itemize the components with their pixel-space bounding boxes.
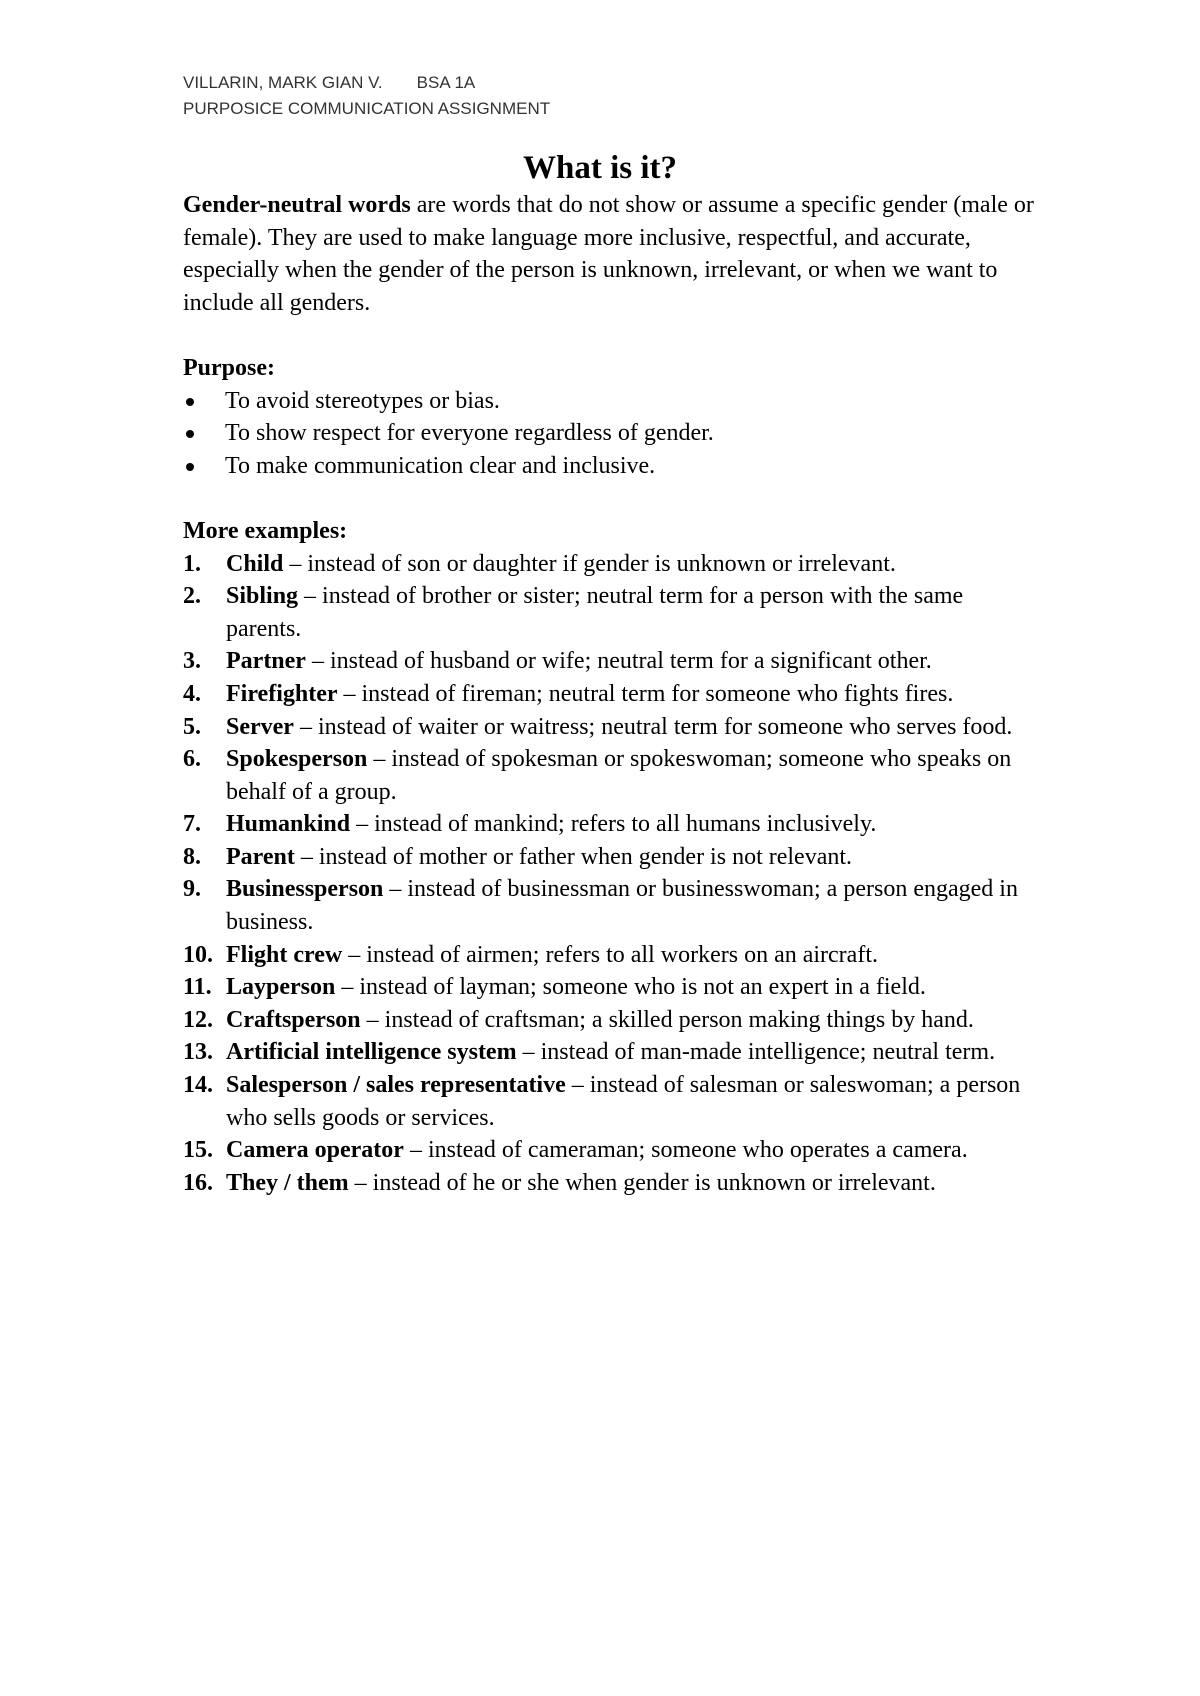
purpose-item-text: To make communication clear and inclusive. bbox=[225, 452, 656, 479]
page-title: What is it? bbox=[522, 150, 677, 186]
example-item bbox=[183, 548, 1043, 581]
example-description: – instead of fireman; neutral term for someone who fights fires. bbox=[337, 680, 954, 707]
example-item bbox=[183, 873, 1043, 938]
example-number: 8. bbox=[183, 843, 201, 870]
example-item bbox=[183, 580, 1043, 645]
example-description: – instead of brother or sister; neutral term for a person with the same parents. bbox=[226, 583, 964, 642]
example-number: 3. bbox=[183, 648, 201, 675]
example-term: Artificial intelligence system bbox=[226, 1039, 517, 1066]
example-item bbox=[183, 1134, 1043, 1167]
example-description: – instead of cameraman; someone who operates a camera. bbox=[403, 1137, 968, 1164]
example-term: Craftsperson bbox=[226, 1006, 361, 1033]
example-term: Salesperson / sales representative bbox=[226, 1072, 566, 1099]
intro-text: are words that do not show or assume a specific gender (male or female). They are used to make language more inclusive, respectful, and accurate, especially when the gender of the person is unknown, irrelevant, or when we want to include all genders. bbox=[183, 192, 1034, 316]
purpose-item bbox=[183, 450, 1043, 483]
example-term: Humankind bbox=[226, 811, 351, 838]
student-section: BSA 1A bbox=[416, 73, 476, 92]
example-number: 16. bbox=[183, 1169, 213, 1196]
bullet-icon bbox=[186, 463, 194, 471]
example-description: – instead of craftsman; a skilled person making things by hand. bbox=[360, 1006, 974, 1033]
example-description: – instead of layman; someone who is not an expert in a field. bbox=[335, 974, 926, 1001]
assignment-title: PURPOSICE COMMUNICATION ASSIGNMENT bbox=[183, 99, 551, 118]
example-description: – instead of mother or father when gender is not relevant. bbox=[294, 843, 853, 870]
example-item bbox=[183, 841, 1043, 874]
example-number: 9. bbox=[183, 876, 201, 903]
example-description: – instead of airmen; refers to all workers on an aircraft. bbox=[342, 941, 878, 968]
bullet-icon bbox=[186, 398, 194, 406]
document-header bbox=[183, 70, 550, 122]
purpose-item bbox=[183, 417, 1043, 450]
example-item bbox=[183, 1004, 1043, 1037]
example-item bbox=[183, 971, 1043, 1004]
intro-term: Gender-neutral words bbox=[183, 192, 411, 218]
example-number: 13. bbox=[183, 1039, 213, 1066]
purpose-list bbox=[183, 385, 1043, 483]
example-item bbox=[183, 1069, 1043, 1134]
intro-paragraph bbox=[183, 189, 1043, 319]
example-item bbox=[183, 808, 1043, 841]
example-item bbox=[183, 939, 1043, 972]
example-description: – instead of waiter or waitress; neutral term for someone who serves food. bbox=[293, 713, 1013, 740]
example-number: 12. bbox=[183, 1006, 213, 1033]
example-item bbox=[183, 1036, 1043, 1069]
example-number: 4. bbox=[183, 680, 201, 707]
example-number: 6. bbox=[183, 746, 201, 773]
example-term: Child bbox=[226, 550, 284, 577]
example-number: 1. bbox=[183, 550, 201, 577]
purpose-item-text: To show respect for everyone regardless of gender. bbox=[225, 420, 714, 447]
example-item bbox=[183, 1167, 1043, 1200]
examples-heading: More examples: bbox=[183, 517, 348, 544]
examples-list bbox=[183, 548, 1043, 1200]
example-number: 10. bbox=[183, 941, 213, 968]
example-number: 11. bbox=[183, 974, 212, 1001]
example-term: Spokesperson bbox=[226, 746, 368, 773]
example-description: – instead of mankind; refers to all humans inclusively. bbox=[350, 811, 877, 838]
purpose-item-text: To avoid stereotypes or bias. bbox=[225, 387, 500, 414]
example-number: 15. bbox=[183, 1137, 213, 1164]
student-name: VILLARIN, MARK GIAN V. bbox=[183, 73, 383, 92]
example-item bbox=[183, 678, 1043, 711]
purpose-item bbox=[183, 385, 1043, 418]
header-line-1 bbox=[183, 70, 550, 96]
document-body bbox=[183, 189, 1043, 1199]
example-term: Layperson bbox=[226, 974, 336, 1001]
example-term: Sibling bbox=[226, 583, 299, 610]
example-term: Partner bbox=[226, 648, 306, 675]
example-description: – instead of he or she when gender is unknown or irrelevant. bbox=[348, 1169, 936, 1196]
example-term: Flight crew bbox=[226, 941, 343, 968]
bullet-icon bbox=[186, 430, 194, 438]
example-number: 7. bbox=[183, 811, 201, 838]
example-description: – instead of spokesman or spokeswoman; someone who speaks on behalf of a group. bbox=[226, 746, 1012, 805]
example-description: – instead of son or daughter if gender is unknown or irrelevant. bbox=[283, 550, 896, 577]
example-term: Parent bbox=[226, 843, 295, 870]
example-item bbox=[183, 711, 1043, 744]
example-description: – instead of salesman or saleswoman; a person who sells goods or services. bbox=[226, 1072, 1021, 1131]
example-description: – instead of businessman or businesswoman; a person engaged in business. bbox=[226, 876, 1018, 936]
purpose-heading: Purpose: bbox=[183, 354, 275, 381]
example-description: – instead of man-made intelligence; neutral term. bbox=[516, 1039, 996, 1066]
example-term: Server bbox=[226, 713, 294, 740]
example-number: 2. bbox=[183, 583, 201, 610]
example-term: Businessperson bbox=[226, 876, 384, 903]
example-number: 5. bbox=[183, 713, 201, 740]
example-term: Firefighter bbox=[226, 680, 338, 707]
example-term: They / them bbox=[226, 1169, 349, 1196]
example-number: 14. bbox=[183, 1072, 213, 1099]
example-term: Camera operator bbox=[226, 1137, 404, 1164]
example-description: – instead of husband or wife; neutral term for a significant other. bbox=[305, 648, 932, 675]
example-item bbox=[183, 645, 1043, 678]
example-item bbox=[183, 743, 1043, 808]
